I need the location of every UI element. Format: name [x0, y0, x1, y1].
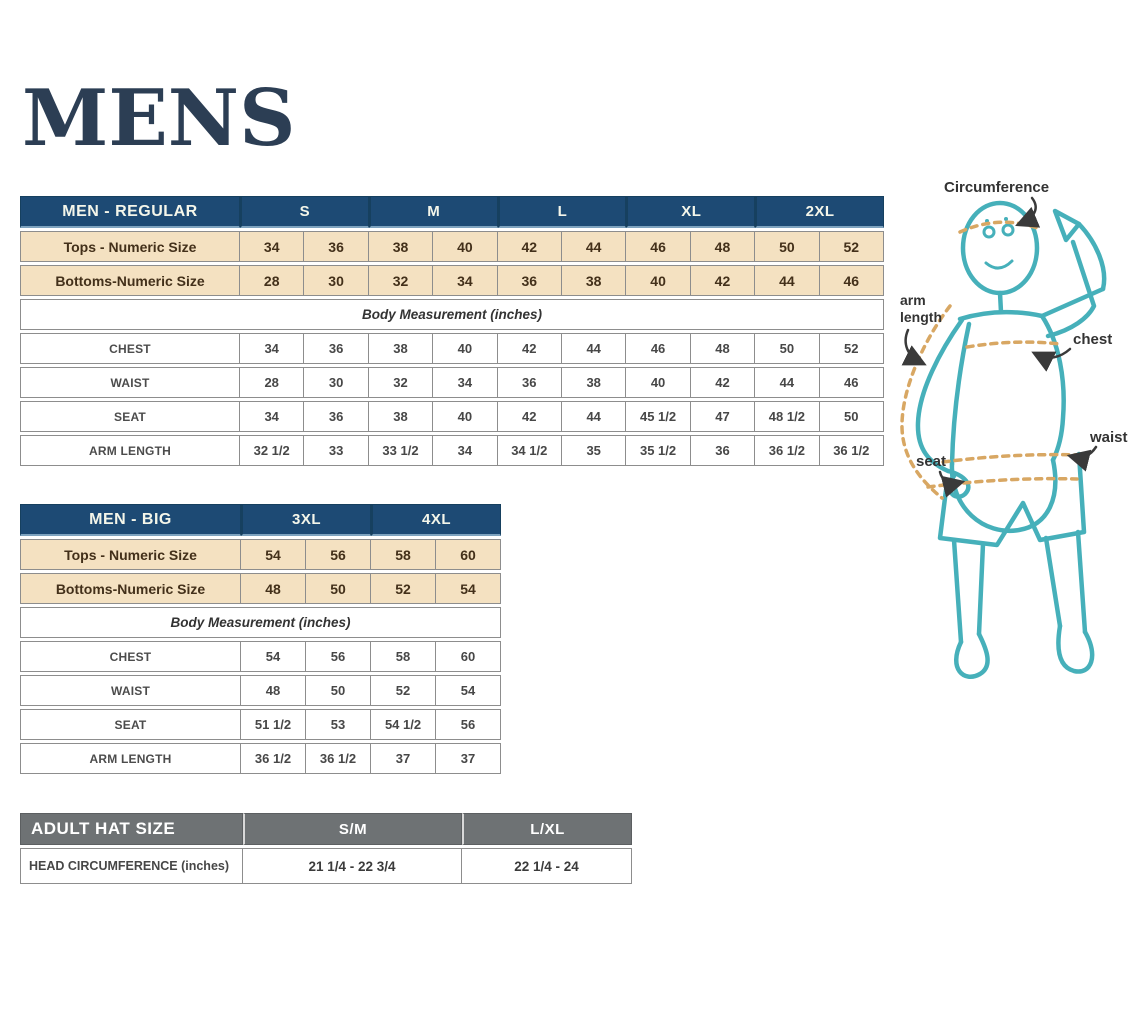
row-label: WAIST	[20, 367, 240, 398]
size-value: 42	[691, 265, 755, 296]
size-value: 52	[820, 333, 884, 364]
men-big-header-row	[20, 504, 501, 536]
men-regular-table	[20, 193, 884, 469]
size-value: 34	[240, 401, 304, 432]
size-value: 54	[436, 675, 501, 706]
size-value: 35	[562, 435, 626, 466]
size-value: 36 1/2	[755, 435, 819, 466]
hat-sm-value: 21 1/4 - 22 3/4	[243, 848, 462, 884]
size-value: 36 1/2	[820, 435, 884, 466]
size-value: 54	[436, 573, 501, 604]
row-label: WAIST	[20, 675, 241, 706]
waist-label: waist	[1090, 429, 1128, 446]
row-label: Tops - Numeric Size	[20, 539, 241, 570]
size-value: 33 1/2	[369, 435, 433, 466]
row-label: SEAT	[20, 401, 240, 432]
size-value: 53	[306, 709, 371, 740]
figure-right-arm-inner	[1048, 242, 1094, 336]
size-value: 28	[240, 367, 304, 398]
size-group-s: S	[240, 196, 369, 228]
figure-left-leg-inner	[979, 544, 983, 634]
circumference-label: Circumference	[944, 179, 1050, 196]
figure-torso-right	[1042, 316, 1064, 460]
size-value: 44	[755, 367, 819, 398]
size-value: 50	[755, 231, 819, 262]
size-group-xl: XL	[626, 196, 755, 228]
size-value: 28	[240, 265, 304, 296]
table-row	[20, 333, 884, 364]
figure-left-foot	[956, 634, 987, 677]
adult-hat-size-table	[20, 810, 632, 887]
row-label: SEAT	[20, 709, 241, 740]
size-value: 36 1/2	[306, 743, 371, 774]
seat-label: seat	[916, 453, 947, 470]
size-group-4xl: 4XL	[371, 504, 501, 536]
table-row	[20, 265, 884, 296]
head-circumference-label: HEAD CIRCUMFERENCE (inches)	[20, 848, 243, 884]
figure-eye-right	[1003, 225, 1013, 235]
size-value: 38	[562, 265, 626, 296]
size-value: 44	[562, 401, 626, 432]
size-group-3xl: 3XL	[241, 504, 371, 536]
size-value: 32 1/2	[240, 435, 304, 466]
size-value: 35 1/2	[626, 435, 690, 466]
size-value: 40	[433, 231, 497, 262]
figure-torso-left	[952, 324, 969, 464]
size-value: 34	[433, 265, 497, 296]
arm-length-label-line2: length	[900, 309, 942, 325]
figure-neck	[1000, 293, 1001, 312]
size-value: 32	[369, 265, 433, 296]
size-value: 54	[241, 641, 306, 672]
size-value: 42	[498, 401, 562, 432]
size-value: 50	[820, 401, 884, 432]
row-label: Bottoms-Numeric Size	[20, 265, 240, 296]
row-label: CHEST	[20, 641, 241, 672]
row-label: ARM LENGTH	[20, 435, 240, 466]
arm-length-label-line1: arm	[900, 292, 926, 308]
size-value: 50	[755, 333, 819, 364]
men-big-title: MEN - BIG	[20, 504, 241, 536]
body-measurement-note: Body Measurement (inches)	[20, 299, 884, 330]
row-label: ARM LENGTH	[20, 743, 241, 774]
size-value: 54	[241, 539, 306, 570]
hat-size-lxl: L/XL	[462, 813, 632, 845]
size-value: 56	[306, 539, 371, 570]
size-value: 36 1/2	[241, 743, 306, 774]
stick-man-drawing	[918, 203, 1104, 677]
row-label: Bottoms-Numeric Size	[20, 573, 241, 604]
size-value: 34	[433, 435, 497, 466]
size-value: 46	[626, 333, 690, 364]
page-title: MENS	[22, 73, 296, 164]
body-measurement-note: Body Measurement (inches)	[20, 607, 501, 638]
chest-arrow	[1038, 349, 1070, 358]
size-value: 38	[369, 333, 433, 364]
measurement-guide-figure	[890, 166, 1140, 726]
size-value: 46	[820, 367, 884, 398]
chest-label: chest	[1073, 331, 1113, 348]
table-row	[20, 641, 501, 672]
hat-lxl-value: 22 1/4 - 24	[462, 848, 632, 884]
table-row	[20, 299, 884, 330]
men-regular-title: MEN - REGULAR	[20, 196, 240, 228]
size-value: 52	[371, 675, 436, 706]
hat-header-row	[20, 813, 632, 845]
size-value: 60	[436, 539, 501, 570]
size-value: 36	[498, 265, 562, 296]
figure-right-foot	[1058, 626, 1092, 672]
size-value: 37	[371, 743, 436, 774]
size-value: 51 1/2	[241, 709, 306, 740]
size-value: 47	[691, 401, 755, 432]
size-value: 38	[369, 401, 433, 432]
size-value: 48	[691, 231, 755, 262]
table-row	[20, 709, 501, 740]
size-value: 36	[498, 367, 562, 398]
table-row	[20, 401, 884, 432]
size-value: 44	[562, 333, 626, 364]
figure-shoulders	[960, 312, 1042, 319]
figure-right-fist	[1055, 211, 1079, 240]
size-value: 42	[691, 367, 755, 398]
figure-left-leg-outer	[954, 540, 961, 642]
table-row	[20, 367, 884, 398]
size-value: 30	[304, 265, 368, 296]
figure-right-leg-outer	[1078, 532, 1085, 632]
figure-head	[963, 203, 1037, 293]
table-row	[20, 539, 501, 570]
size-value: 54 1/2	[371, 709, 436, 740]
size-value: 52	[371, 573, 436, 604]
men-regular-header-row	[20, 196, 884, 228]
size-value: 36	[304, 401, 368, 432]
table-row	[20, 607, 501, 638]
figure-right-leg-inner	[1046, 538, 1060, 626]
figure-right-forearm	[1079, 224, 1104, 289]
size-value: 36	[304, 333, 368, 364]
hat-table-title: ADULT HAT SIZE	[20, 813, 243, 845]
size-value: 48	[691, 333, 755, 364]
size-group-2xl: 2XL	[755, 196, 884, 228]
size-value: 34	[433, 367, 497, 398]
size-value: 48	[241, 573, 306, 604]
size-value: 58	[371, 539, 436, 570]
size-value: 42	[498, 333, 562, 364]
size-value: 33	[304, 435, 368, 466]
size-value: 44	[562, 231, 626, 262]
table-row	[20, 743, 501, 774]
size-value: 40	[433, 333, 497, 364]
hat-data-row	[20, 848, 632, 884]
size-value: 58	[371, 641, 436, 672]
size-value: 36	[691, 435, 755, 466]
size-value: 48 1/2	[755, 401, 819, 432]
size-value: 34	[240, 333, 304, 364]
size-value: 40	[626, 265, 690, 296]
figure-smile	[986, 261, 1012, 268]
size-group-l: L	[498, 196, 627, 228]
figure-brow-right	[1004, 217, 1008, 221]
head-circumference-dash	[960, 222, 1040, 232]
size-value: 46	[820, 265, 884, 296]
size-value: 34 1/2	[498, 435, 562, 466]
hat-size-sm: S/M	[243, 813, 462, 845]
size-value: 38	[369, 231, 433, 262]
figure-eye-left	[984, 227, 994, 237]
size-value: 46	[626, 231, 690, 262]
table-row	[20, 675, 501, 706]
size-value: 30	[304, 367, 368, 398]
size-value: 42	[498, 231, 562, 262]
size-value: 52	[820, 231, 884, 262]
size-value: 56	[306, 641, 371, 672]
size-value: 45 1/2	[626, 401, 690, 432]
men-big-table	[20, 501, 501, 777]
figure-belly	[952, 460, 1055, 531]
size-value: 50	[306, 573, 371, 604]
size-value: 48	[241, 675, 306, 706]
size-value: 56	[436, 709, 501, 740]
circumference-arrow	[1022, 198, 1036, 223]
row-label: Tops - Numeric Size	[20, 231, 240, 262]
size-value: 60	[436, 641, 501, 672]
size-value: 40	[626, 367, 690, 398]
table-row	[20, 435, 884, 466]
size-value: 37	[436, 743, 501, 774]
size-value: 34	[240, 231, 304, 262]
table-row	[20, 573, 501, 604]
waist-dash	[943, 455, 1080, 462]
table-row	[20, 231, 884, 262]
size-value: 44	[755, 265, 819, 296]
size-value: 36	[304, 231, 368, 262]
size-value: 40	[433, 401, 497, 432]
size-value: 38	[562, 367, 626, 398]
size-value: 50	[306, 675, 371, 706]
size-group-m: M	[369, 196, 498, 228]
size-value: 32	[369, 367, 433, 398]
row-label: CHEST	[20, 333, 240, 364]
chest-dash	[967, 342, 1060, 347]
